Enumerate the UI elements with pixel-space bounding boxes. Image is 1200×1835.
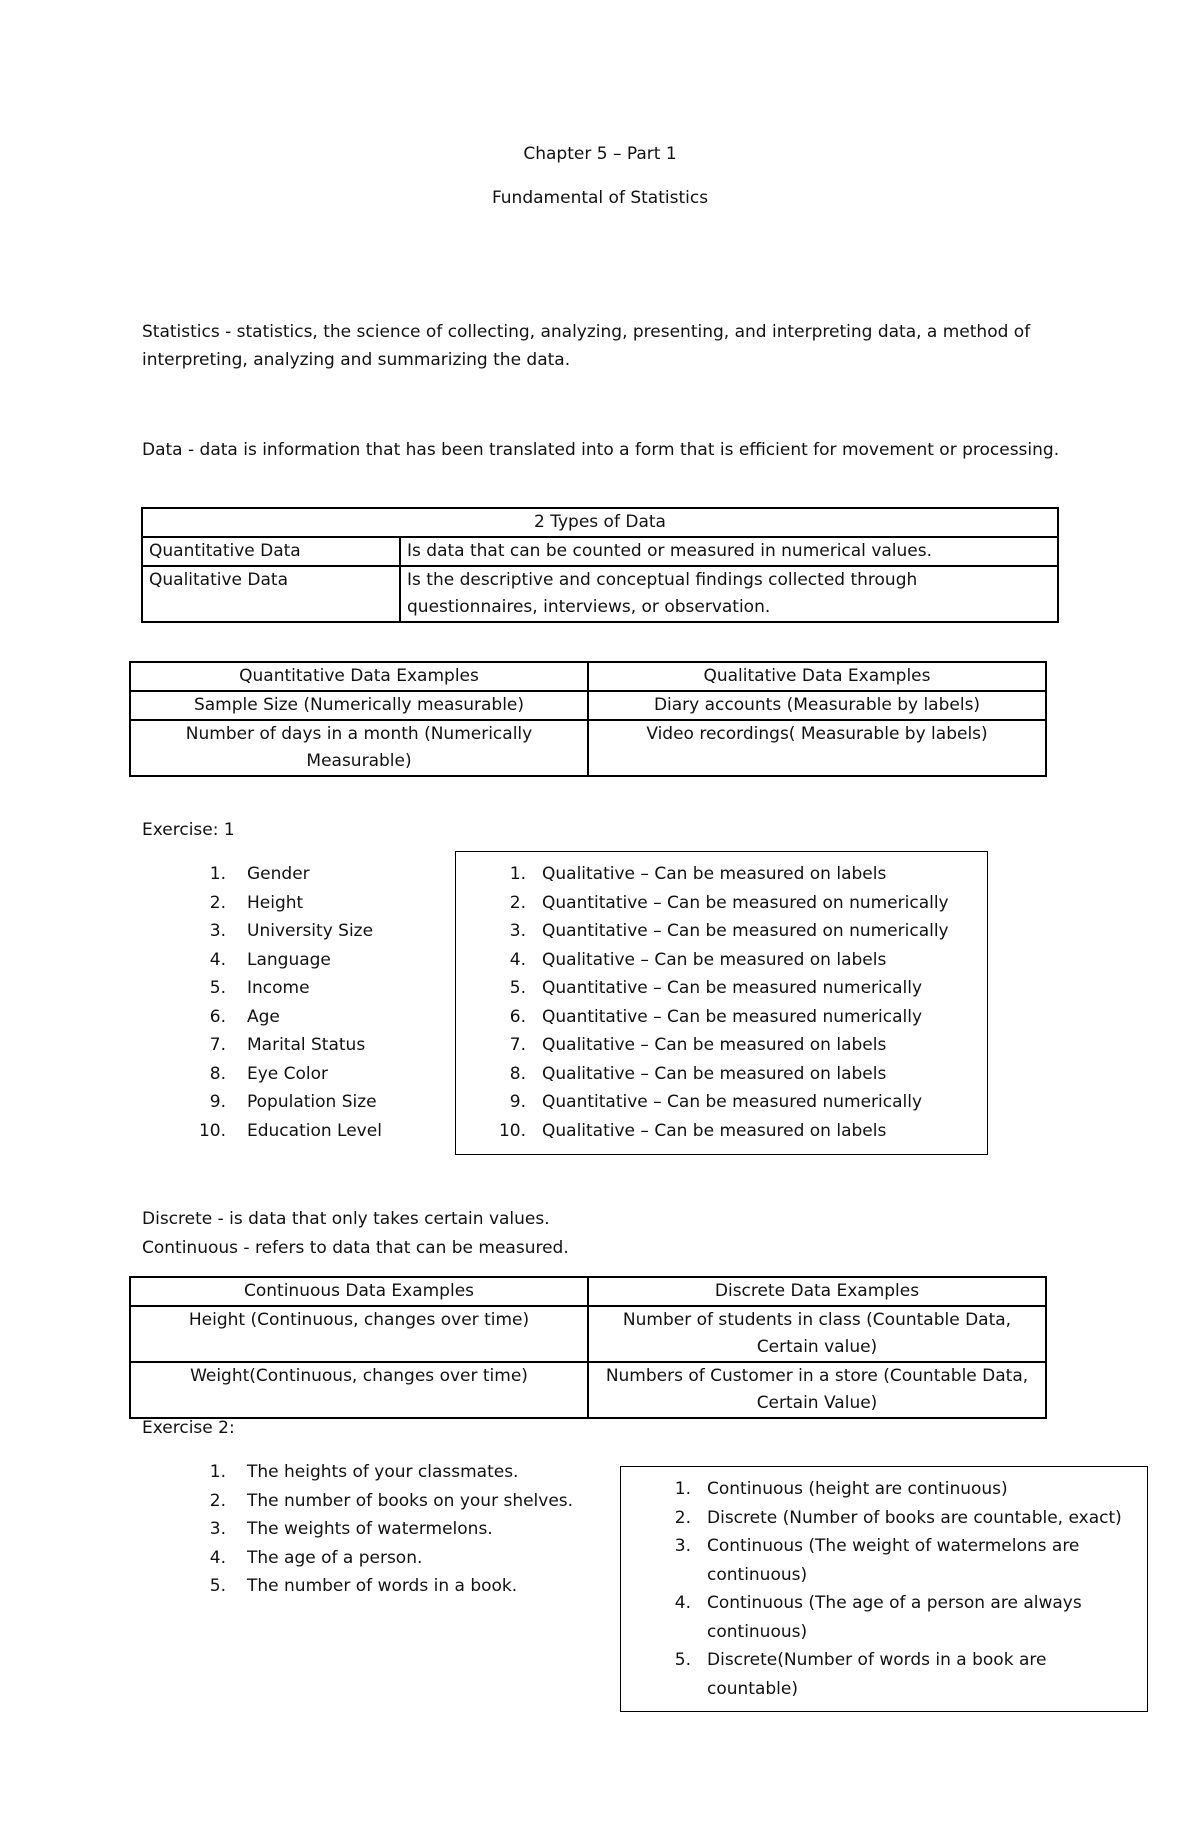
list-item: 9. Population Size <box>209 1092 377 1112</box>
continuous-definition: Continuous - refers to data that can be measured. <box>142 1238 569 1258</box>
exercise2-questions <box>210 1458 610 1601</box>
list-item: 5. The number of words in a book. <box>209 1576 518 1596</box>
list-item: 2. Height <box>209 892 304 913</box>
list-item: 7. Qualitative – Can be measured on labels <box>509 1035 887 1055</box>
examples-header: Quantitative Data Examples <box>130 662 588 691</box>
list-item: 3. Continuous (The weight of watermelons are continuous) <box>674 1536 1080 1585</box>
data-definition: Data - data is information that has been translated into a form that is efficient for movement or processing. <box>142 440 1060 460</box>
types-table-title: 2 Types of Data <box>142 508 1058 537</box>
list-item: 7. Marital Status <box>209 1035 366 1055</box>
list-item: 4. The age of a person. <box>209 1547 423 1568</box>
examples-cell: Sample Size (Numerically measurable) <box>130 691 588 720</box>
examples-cell: Number of days in a month (Numerically Measurable) <box>130 720 588 776</box>
list-item: 2. Quantitative – Can be measured on numerically <box>509 892 949 913</box>
exercise2-answers-box <box>620 1466 1148 1712</box>
statistics-definition: Statistics - statistics, the science of collecting, analyzing, presenting, and interpreting data, a method of interpreting, analyzing and summarizing the data. <box>142 322 1031 370</box>
list-item: 8. Qualitative – Can be measured on labels <box>509 1063 887 1084</box>
list-item: 8. Eye Color <box>209 1063 329 1084</box>
chapter-subtitle: Fundamental of Statistics <box>491 188 709 208</box>
list-item: 1. Gender <box>209 864 310 884</box>
list-item: 4. Qualitative – Can be measured on labels <box>509 949 887 970</box>
list-item: 3. Quantitative – Can be measured on numerically <box>509 921 949 941</box>
cd-cell: Number of students in class (Countable Data, Certain value) <box>588 1306 1046 1362</box>
discrete-definition: Discrete - is data that only takes certain values. <box>142 1209 550 1229</box>
cd-cell: Height (Continuous, changes over time) <box>130 1306 588 1362</box>
cd-cell: Weight(Continuous, changes over time) <box>130 1362 588 1418</box>
examples-cell: Video recordings( Measurable by labels) <box>588 720 1046 776</box>
list-item: 3. University Size <box>209 921 374 941</box>
list-item: 5. Quantitative – Can be measured numerically <box>509 978 923 998</box>
list-item: 10. Education Level <box>198 1120 382 1141</box>
list-item: 5. Income <box>209 978 310 998</box>
types-row-desc: Is data that can be counted or measured in numerical values. <box>400 537 1058 566</box>
list-item: 2. Discrete (Number of books are countable, exact) <box>674 1507 1122 1528</box>
exercise2-answers <box>671 1475 1131 1703</box>
examples-table <box>129 661 1047 777</box>
examples-header: Qualitative Data Examples <box>588 662 1046 691</box>
list-item: 5. Discrete(Number of words in a book are countable) <box>674 1650 1047 1699</box>
list-item: 2. The number of books on your shelves. <box>209 1490 574 1511</box>
list-item: 6. Quantitative – Can be measured numerically <box>509 1006 923 1027</box>
list-item: 10. Qualitative – Can be measured on labels <box>498 1120 887 1141</box>
exercise1-answers <box>498 860 976 1145</box>
exercise2-label: Exercise 2: <box>142 1418 235 1438</box>
exercise1-questions <box>198 860 440 1145</box>
continuous-discrete-table <box>129 1276 1047 1419</box>
list-item: 3. The weights of watermelons. <box>209 1519 493 1539</box>
list-item: 6. Age <box>209 1006 280 1027</box>
types-row-label: Quantitative Data <box>142 537 400 566</box>
exercise1-answers-box <box>455 851 988 1155</box>
list-item: 1. The heights of your classmates. <box>209 1462 519 1482</box>
cd-header: Continuous Data Examples <box>130 1277 588 1306</box>
cd-cell: Numbers of Customer in a store (Countable Data, Certain Value) <box>588 1362 1046 1418</box>
examples-cell: Diary accounts (Measurable by labels) <box>588 691 1046 720</box>
exercise1-label: Exercise: 1 <box>142 820 235 840</box>
cd-header: Discrete Data Examples <box>588 1277 1046 1306</box>
list-item: 4. Language <box>209 949 331 970</box>
types-row-desc: Is the descriptive and conceptual findings collected through questionnaires, interviews, or observation. <box>400 566 1058 622</box>
chapter-title: Chapter 5 – Part 1 <box>523 144 677 164</box>
list-item: 1. Qualitative – Can be measured on labels <box>509 864 887 884</box>
types-row-label: Qualitative Data <box>142 566 400 622</box>
list-item: 4. Continuous (The age of a person are always continuous) <box>674 1593 1082 1642</box>
types-of-data-table <box>141 507 1059 623</box>
list-item: 1. Continuous (height are continuous) <box>674 1479 1008 1499</box>
list-item: 9. Quantitative – Can be measured numerically <box>509 1092 923 1112</box>
